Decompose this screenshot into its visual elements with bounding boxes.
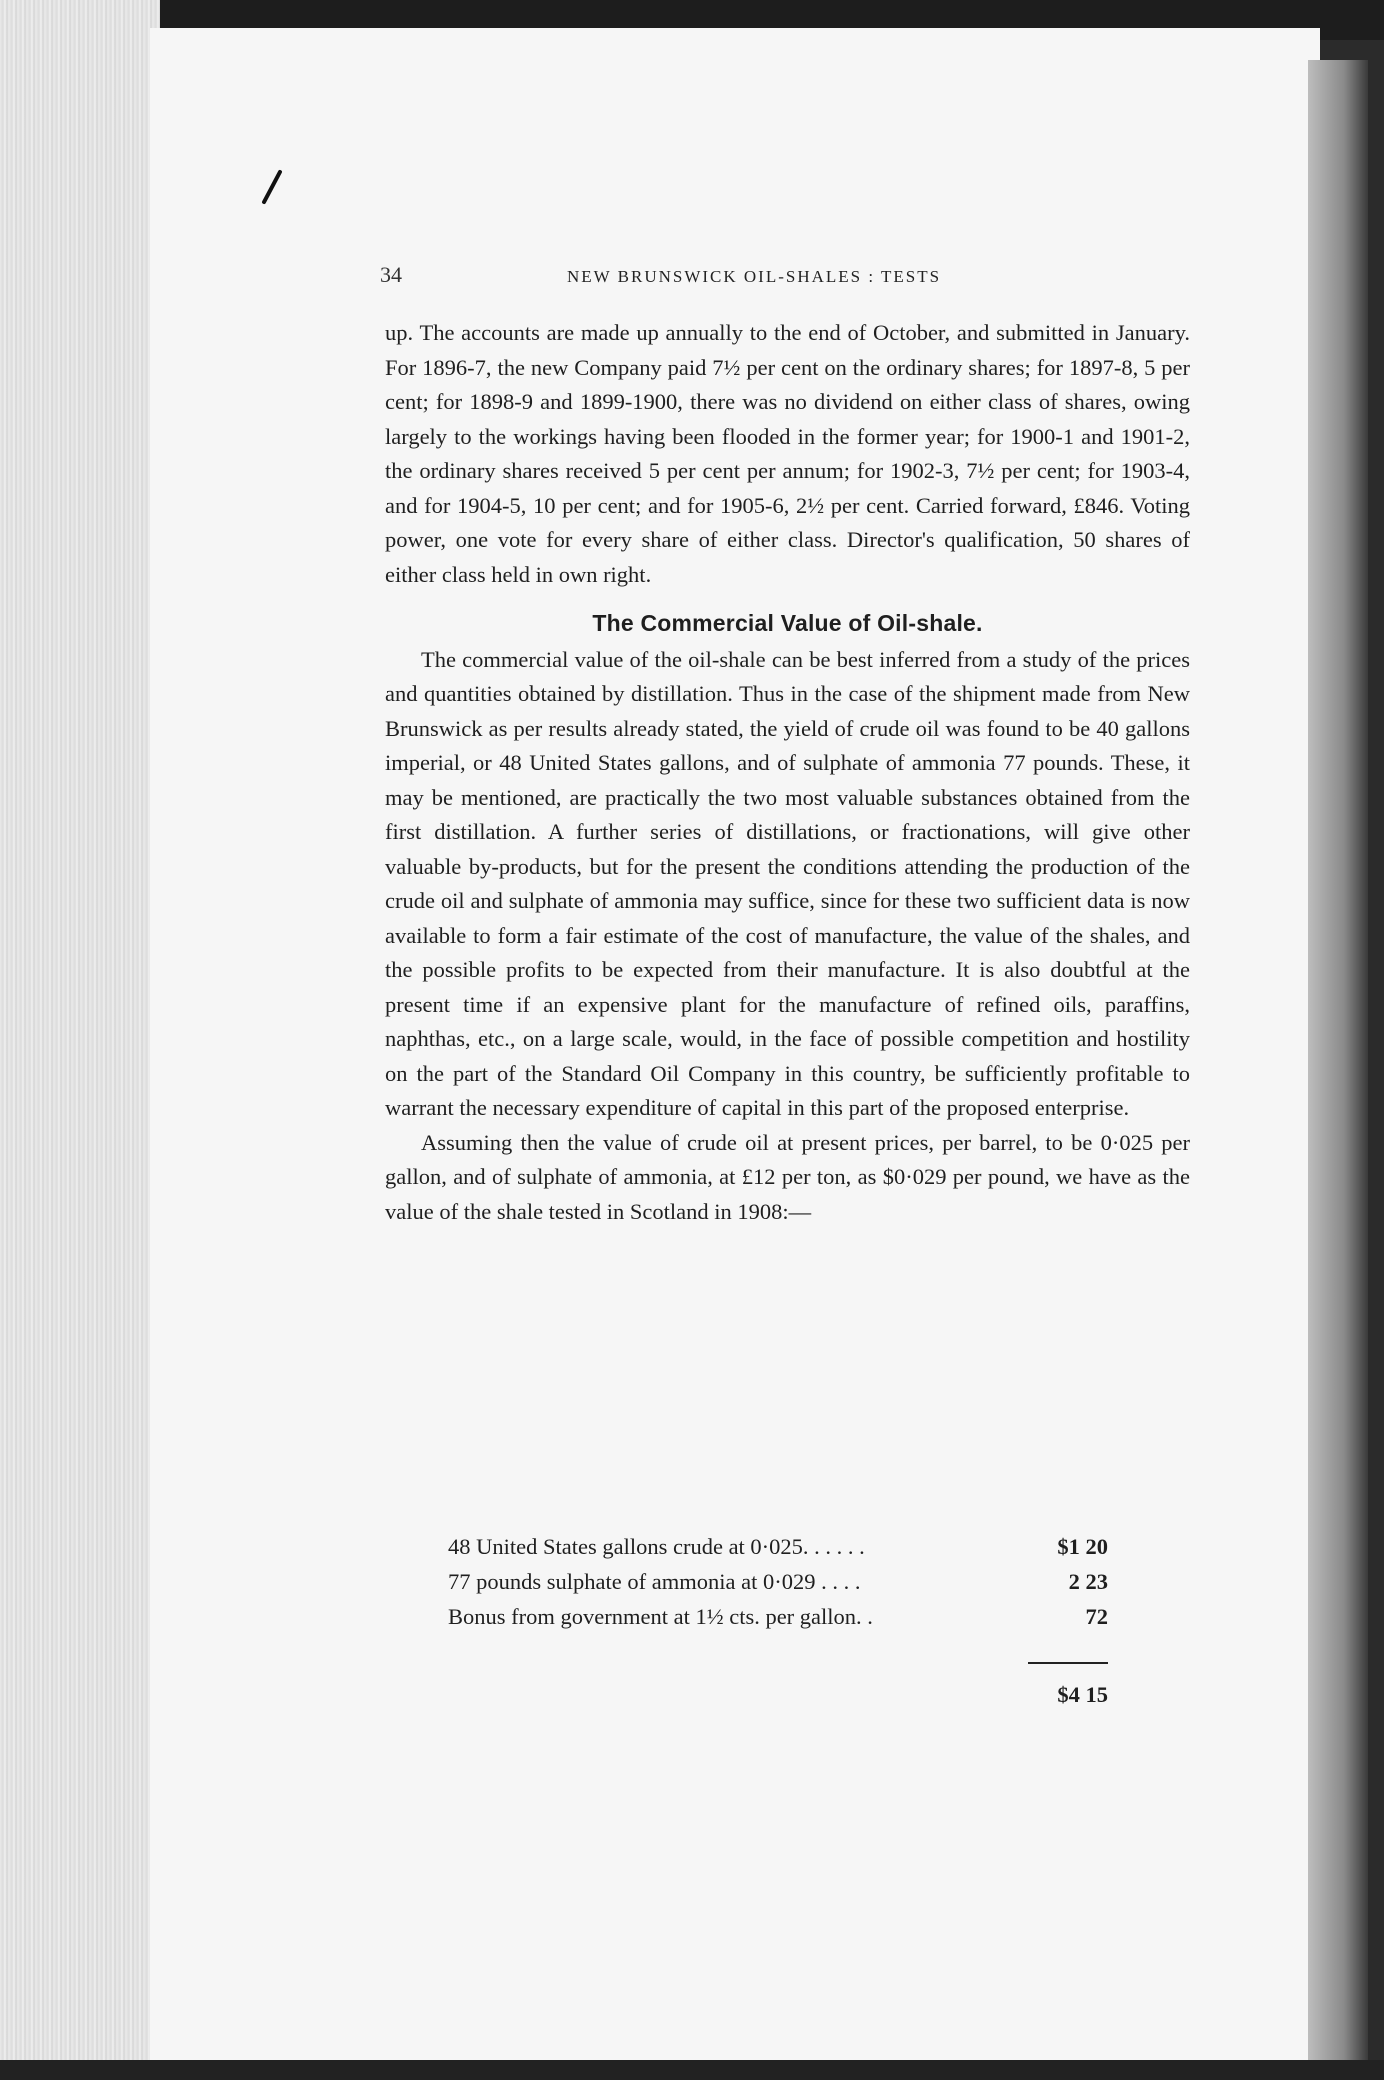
paragraph-2: The commercial value of the oil-shale can be best inferred from a study of the prices and quantities obtained by distillation. Thus in the case of the shipment made from New Brunswick as per results already stated, the yield of crude oil was found to be 40 gallons imperial, or 48 United States gallons, and of sulphate of ammonia 77 pounds. These, it may be mentioned, are practically the two most valuable substances obtained from the first distillation. A further series of distillations, or fractionations, will give other valuable by-products, but for the present the conditions attending the production of the crude oil and sulphate of ammonia may suffice, since for these two sufficient data is now available to form a fair estimate of the cost of manufacture, the value of the shales, and the possible profits to be expected from their manufacture. It is also doubtful at the present time if an expensive plant for the manufacture of refined oils, paraffins, naphthas, etc., on a large scale, would, in the face of possible competition and hostility on the part of the Standard Oil Company in this country, be sufficiently profitable to warrant the necessary expenditure of capital in this part of the proposed enterprise. [385,646,1190,1120]
page-gutter-shadow [1308,60,1368,2080]
calc-row-desc: Bonus from government at 1½ cts. per gallon. . [448,1604,873,1629]
calc-row-amount: 72 [1085,1604,1108,1629]
calc-row-amount: 2 23 [1068,1569,1108,1594]
section-heading: The Commercial Value of Oil-shale. [592,610,983,636]
body-text [385,316,1190,1229]
sum-rule [1028,1662,1108,1664]
calc-row [448,1569,1108,1604]
calc-row-desc: 48 United States gallons crude at 0·025. . . . . . [448,1534,865,1559]
paragraph-3: Assuming then the value of crude oil at present prices, per barrel, to be 0·025 per gallon, and of sulphate of ammonia, at £12 per ton, as $0·029 per pound, we have as the value of the shale tested in Scotland in 1908:— [385,1129,1190,1224]
running-head [380,262,1180,292]
value-calculation [448,1534,1108,1707]
calc-row-desc: 77 pounds sulphate of ammonia at 0·029 . . . . [448,1569,861,1594]
page-number: 34 [380,262,402,287]
paragraph-1: up. The accounts are made up annually to the end of October, and submitted in January. For 1896-7, the new Company paid 7½ per cent on the ordinary shares; for 1897-8, 5 per cent; for 1898-9 and 1899-1900, there was no dividend on either class of shares, owing largely to the workings having been flooded in the former year; for 1900-1 and 1901-2, the ordinary shares received 5 per cent per annum; for 1902-3, 7½ per cent; for 1903-4, and for 1904-5, 10 per cent; and for 1905-6, 2½ per cent. Carried forward, £846. Voting power, one vote for every share of either class. Director's qualification, 50 shares of either class held in own right. [385,320,1190,587]
scan-bottom-border [0,2060,1384,2080]
calc-row [448,1604,1108,1639]
book-page-edges [0,0,160,2080]
running-title: NEW BRUNSWICK OIL-SHALES : TESTS [567,267,942,286]
calc-row-amount: $1 20 [1057,1534,1108,1559]
calc-total: $4 15 [1057,1682,1108,1707]
calc-row [448,1534,1108,1569]
